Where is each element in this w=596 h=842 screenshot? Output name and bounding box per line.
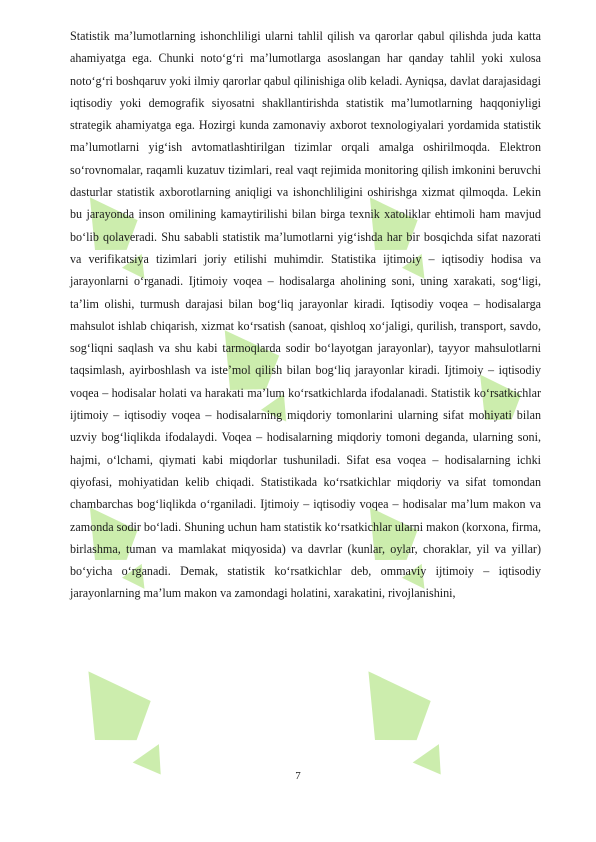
body-paragraph: Statistik ma’lumotlarning ishonchliligi ularni tahlil qilish va qarorlar qabul qilishda juda katta ahamiyatga ega. Chunki noto‘g‘ri ma’lumotlarga asoslangan har qanday tahlil yoki xulosa noto‘g‘ri boshqaruv yoki ilmiy qarorlar qabul qilinishiga olib keladi. Ayniqsa, davlat darajasidagi iqtisodiy yoki demografik siyosatni shakllantirishda statistik ma’lumotlarning haqqoniyligi strategik ahamiyatga ega. Hozirgi kunda zamonaviy axborot texnologiyalari yordamida statistik ma’lumotlarni yig‘ish avtomatlashtirilgan tizimlar orqali amalga oshirilmoqda. Elektron so‘rovnomalar, raqamli kuzatuv tizimlari, real vaqt rejimida monitoring qilish imkonini beruvchi dasturlar statistik axborotlarning aniqligi va ishonchliligini oshirishga xizmat qilmoqda. Lekin bu jarayonda inson omilining kamaytirilishi bilan birga texnik xatoliklar ehtimoli ham mavjud bo‘lib qolaveradi. Shu sababli statistik ma’lumotlarni yig‘ishda har bir bosqichda sifat nazorati va verifikatsiya tizimlari joriy etilishi muhimdir. Statistika ijtimoiy – iqtisodiy hodisa va jarayonlarni o‘rganadi. Ijtimoiy voqea – hodisalarga aholining soni, uning xarakati, sog‘ligi, ta’lim olishi, turmush darajasi bilan bog‘liq jarayonlar kiradi. Iqtisodiy voqea – hodisalarga mahsulot ishlab chiqarish, xizmat ko‘rsatish (sanoat, qishloq xo‘jaligi, qurilish, transport, savdo, sog‘liqni saqlash va shu kabi tarmoqlarda sodir bo‘layotgan jarayonlar), tayyor mahsulotlarni taqsimlash, ayirboshlash va iste’mol qilish bilan bog‘liq jarayonlar kiradi. Ijtimoiy – iqtisodiy voqea – hodisalar holati va harakati ma’lum ko‘rsatkichlarda ifodalanadi. Statistik ko‘rsatkichlar ijtimoiy – iqtisodiy voqea – hodisalarning miqdoriy tomonlarini ularning sifat mohiyati bilan uzviy bog‘liqlikda ifodalaydi. Voqea – hodisalarning miqdoriy tomoni deganda, ularning soni, hajmi, o‘lchami, qiymati kabi miqdorlar tushuniladi. Sifat esa voqea – hodisalarning ichki qiyofasi, mohiyatidan kelib chiqadi. Statistikada ko‘rsatkichlar miqdoriy va sifat tomondan chambarchas bog‘liqlikda o‘rganiladi. Ijtimoiy – iqtisodiy voqea – hodisalar ma’lum makon va zamonda sodir bo‘ladi. Shuning uchun ham statistik ko‘rsatkichlar ularni makon (korxona, firma, birlashma, tuman va mamlakat miqyosida) va davrlar (kunlar, oylar, choraklar, yil va yillar) bo‘yicha o‘rganadi. Demak, statistik ko‘rsatkichlar deb, ommaviy ijtimoiy – iqtisodiy jarayonlarning ma’lum makon va zamondagi holatini, xarakatini, rivojlanishini,	[70, 29, 541, 601]
page-number: 7	[295, 770, 301, 782]
